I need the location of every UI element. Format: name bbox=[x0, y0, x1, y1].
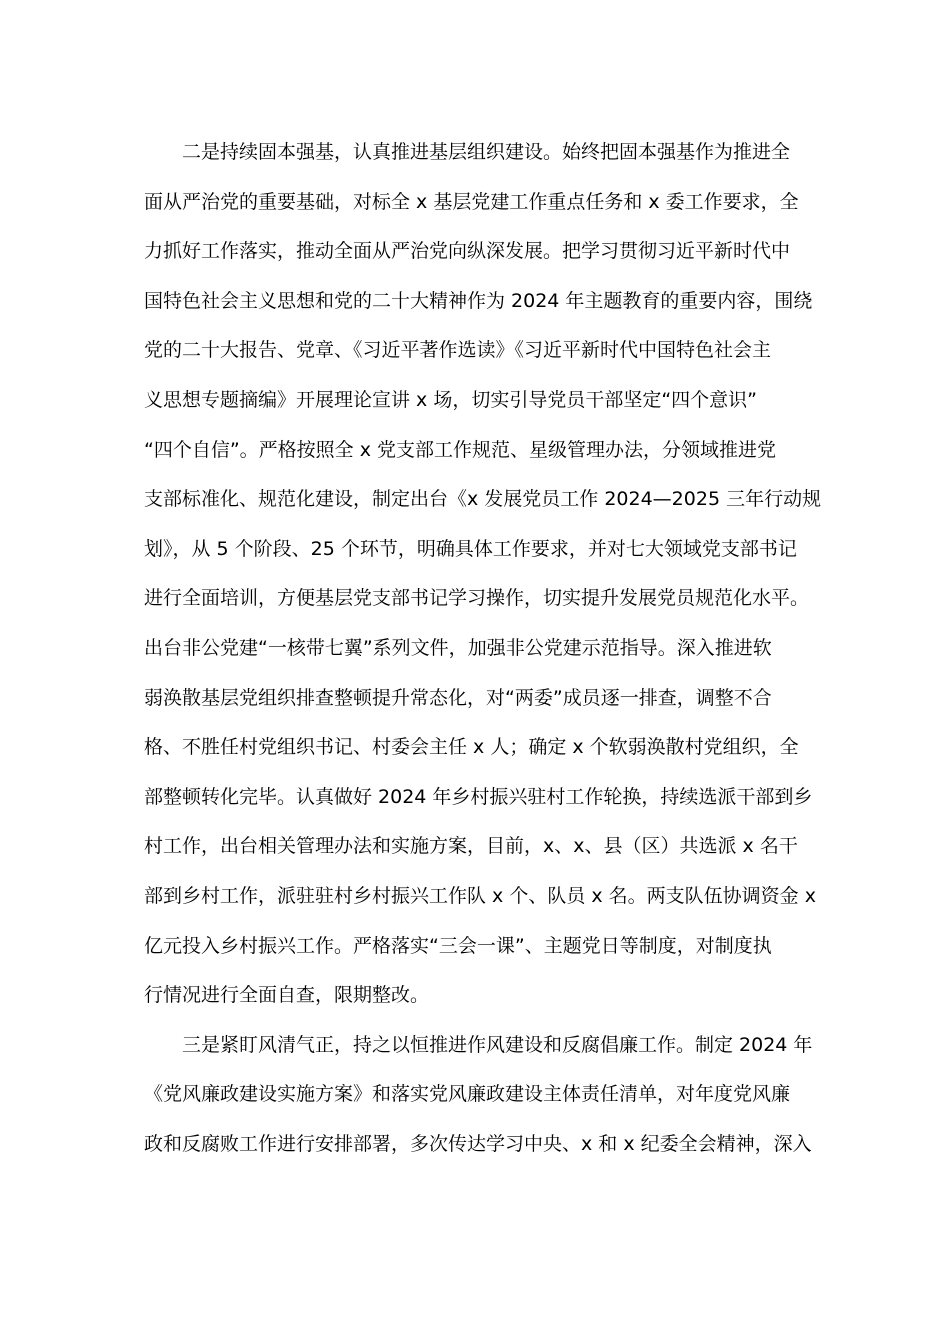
text-line: 部到乡村工作，派驻驻村乡村振兴工作队 x 个、队员 x 名。两支队伍协调资金 x bbox=[144, 884, 816, 907]
text-line: 部整顿转化完毕。认真做好 2024 年乡村振兴驻村工作轮换，持续选派干部到乡 bbox=[144, 785, 813, 808]
text-line: 二是持续固本强基，认真推进基层组织建设。始终把固本强基作为推进全 bbox=[182, 141, 791, 163]
text-line: “四个自信”。严格按照全 x 党支部工作规范、星级管理办法，分领域推进党 bbox=[144, 438, 777, 461]
text-line: 亿元投入乡村振兴工作。严格落实“三会一课”、主题党日等制度，对制度执 bbox=[144, 934, 772, 957]
text-line: 出台非公党建“一核带七翼”系列文件，加强非公党建示范指导。深入推进软 bbox=[144, 636, 772, 659]
text-line: 划》，从 5 个阶段、25 个环节，明确具体工作要求，并对七大领域党支部书记 bbox=[144, 537, 797, 560]
text-line: 政和反腐败工作进行安排部署，多次传达学习中央、x 和 x 纪委全会精神，深入 bbox=[144, 1132, 812, 1155]
text-line: 党的二十大报告、党章、《习近平著作选读》《习近平新时代中国特色社会主 bbox=[144, 339, 772, 362]
text-line: 三是紧盯风清气正，持之以恒推进作风建设和反腐倡廉工作。制定 2024 年 bbox=[182, 1033, 813, 1056]
text-line: 面从严治党的重要基础，对标全 x 基层党建工作重点任务和 x 委工作要求，全 bbox=[144, 190, 799, 213]
text-line: 格、不胜任村党组织书记、村委会主任 x 人；确定 x 个软弱涣散村党组织，全 bbox=[144, 736, 799, 759]
paragraph-work-style-anticorruption bbox=[144, 1021, 813, 1170]
text-line: 弱涣散基层党组织排查整顿提升常态化，对“两委”成员逐一排查，调整不合 bbox=[144, 686, 772, 709]
text-line: 支部标准化、规范化建设，制定出台《x 发展党员工作 2024—2025 三年行动规 bbox=[144, 488, 822, 511]
document-page bbox=[144, 128, 822, 1169]
paragraph-grassroots-organization bbox=[144, 128, 822, 1021]
text-line: 村工作，出台相关管理办法和实施方案，目前，x、x、县（区）共选派 x 名干 bbox=[144, 835, 798, 858]
text-line: 义思想专题摘编》开展理论宣讲 x 场，切实引导党员干部坚定“四个意识” bbox=[144, 388, 758, 411]
text-line: 行情况进行全面自查，限期整改。 bbox=[144, 984, 430, 1007]
text-line: 《党风廉政建设实施方案》和落实党风廉政建设主体责任清单，对年度党风廉 bbox=[144, 1083, 791, 1106]
text-line: 国特色社会主义思想和党的二十大精神作为 2024 年主题教育的重要内容，围绕 bbox=[144, 289, 813, 312]
text-line: 力抓好工作落实，推动全面从严治党向纵深发展。把学习贯彻习近平新时代中 bbox=[144, 240, 791, 263]
text-line: 进行全面培训，方便基层党支部书记学习操作，切实提升发展党员规范化水平。 bbox=[144, 587, 810, 610]
